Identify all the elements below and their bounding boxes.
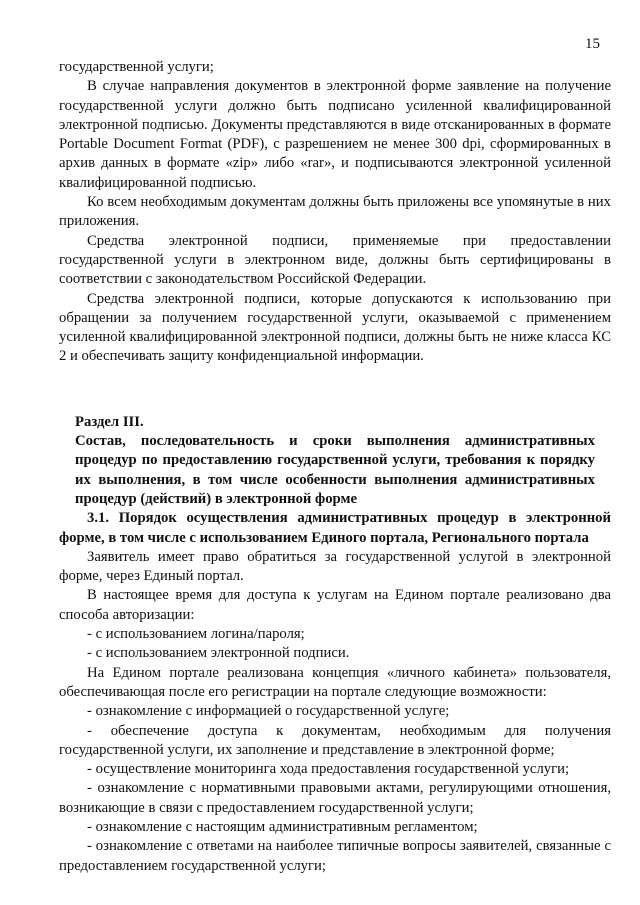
document-body [59, 58, 611, 876]
paragraph: Заявитель имеет право обратиться за государственной услугой в электронной форме, через Единый портал. [59, 548, 611, 585]
section-spacer [59, 367, 611, 413]
list-item: - ознакомление с нормативными правовыми актами, регулирующими отношения, возникающие в связи с предоставлением государственной услуги; [59, 780, 611, 816]
page-number: 15 [585, 36, 600, 52]
paragraph: Ко всем необходимым документам должны быть приложены все упомянутые в них приложения. [59, 194, 611, 230]
paragraph: На Едином портале реализована концепция «личного кабинета» пользователя, обеспечивающая после его регистрации на портале следующие возможности: [59, 664, 611, 700]
list-item: - с использованием логина/пароля; [87, 626, 305, 643]
paragraph: В настоящее время для доступа к услугам на Едином портале реализовано два способа авторизации: [59, 587, 611, 623]
subsection-title: 3.1. Порядок осуществления административных процедур в электронной форме, в том числе с использованием Единого портала, Регионального портала [59, 510, 611, 546]
paragraph: Средства электронной подписи, которые допускаются к использованию при обращении за получением государственной услуги, оказываемой с применением усиленной квалифицированной электронной подписи, должны быть не ниже класса КС 2 и обеспечивать защиту конфиденциальной информации. [59, 290, 611, 365]
list-item: - с использованием электронной подписи. [87, 645, 350, 662]
list-item: - осуществление мониторинга хода предоставления государственной услуги; [87, 761, 570, 778]
list-item: - обеспечение доступа к документам, необходимым для получения государственной услуги, их заполнение и представление в электронной форме; [59, 722, 611, 758]
section-title: Состав, последовательность и сроки выполнения административных процедур по предоставлению государственной услуги, требования к порядку их выполнения, в том числе особенности выполнения административных процедур (действий) в электронной форме [75, 433, 595, 507]
paragraph: Средства электронной подписи, применяемые при предоставлении государственной услуги в электронном виде, должны быть сертифицированы в соответствии с законодательством Российской Федерации. [59, 232, 611, 288]
paragraph: В случае направления документов в электронной форме заявление на получение государственной услуги должно быть подписано усиленной квалифицированной электронной подписью. Документы представляются в виде отсканированных в формате Portable Document Format (PDF), с разрешением не менее 300 dpi, сформированных в архив данных в формате «zip» либо «rar», и подписываются электронной усиленной квалифицированной подписью. [59, 78, 611, 191]
list-item: - ознакомление с настоящим административным регламентом; [87, 818, 478, 835]
list-item: - ознакомление с ответами на наиболее типичные вопросы заявителей, связанные с предоставлением государственной услуги; [59, 838, 611, 874]
section-label: Раздел III. [75, 413, 144, 430]
list-item: - ознакомление с информацией о государственной услуге; [87, 703, 450, 720]
paragraph: государственной услуги; [59, 59, 214, 75]
